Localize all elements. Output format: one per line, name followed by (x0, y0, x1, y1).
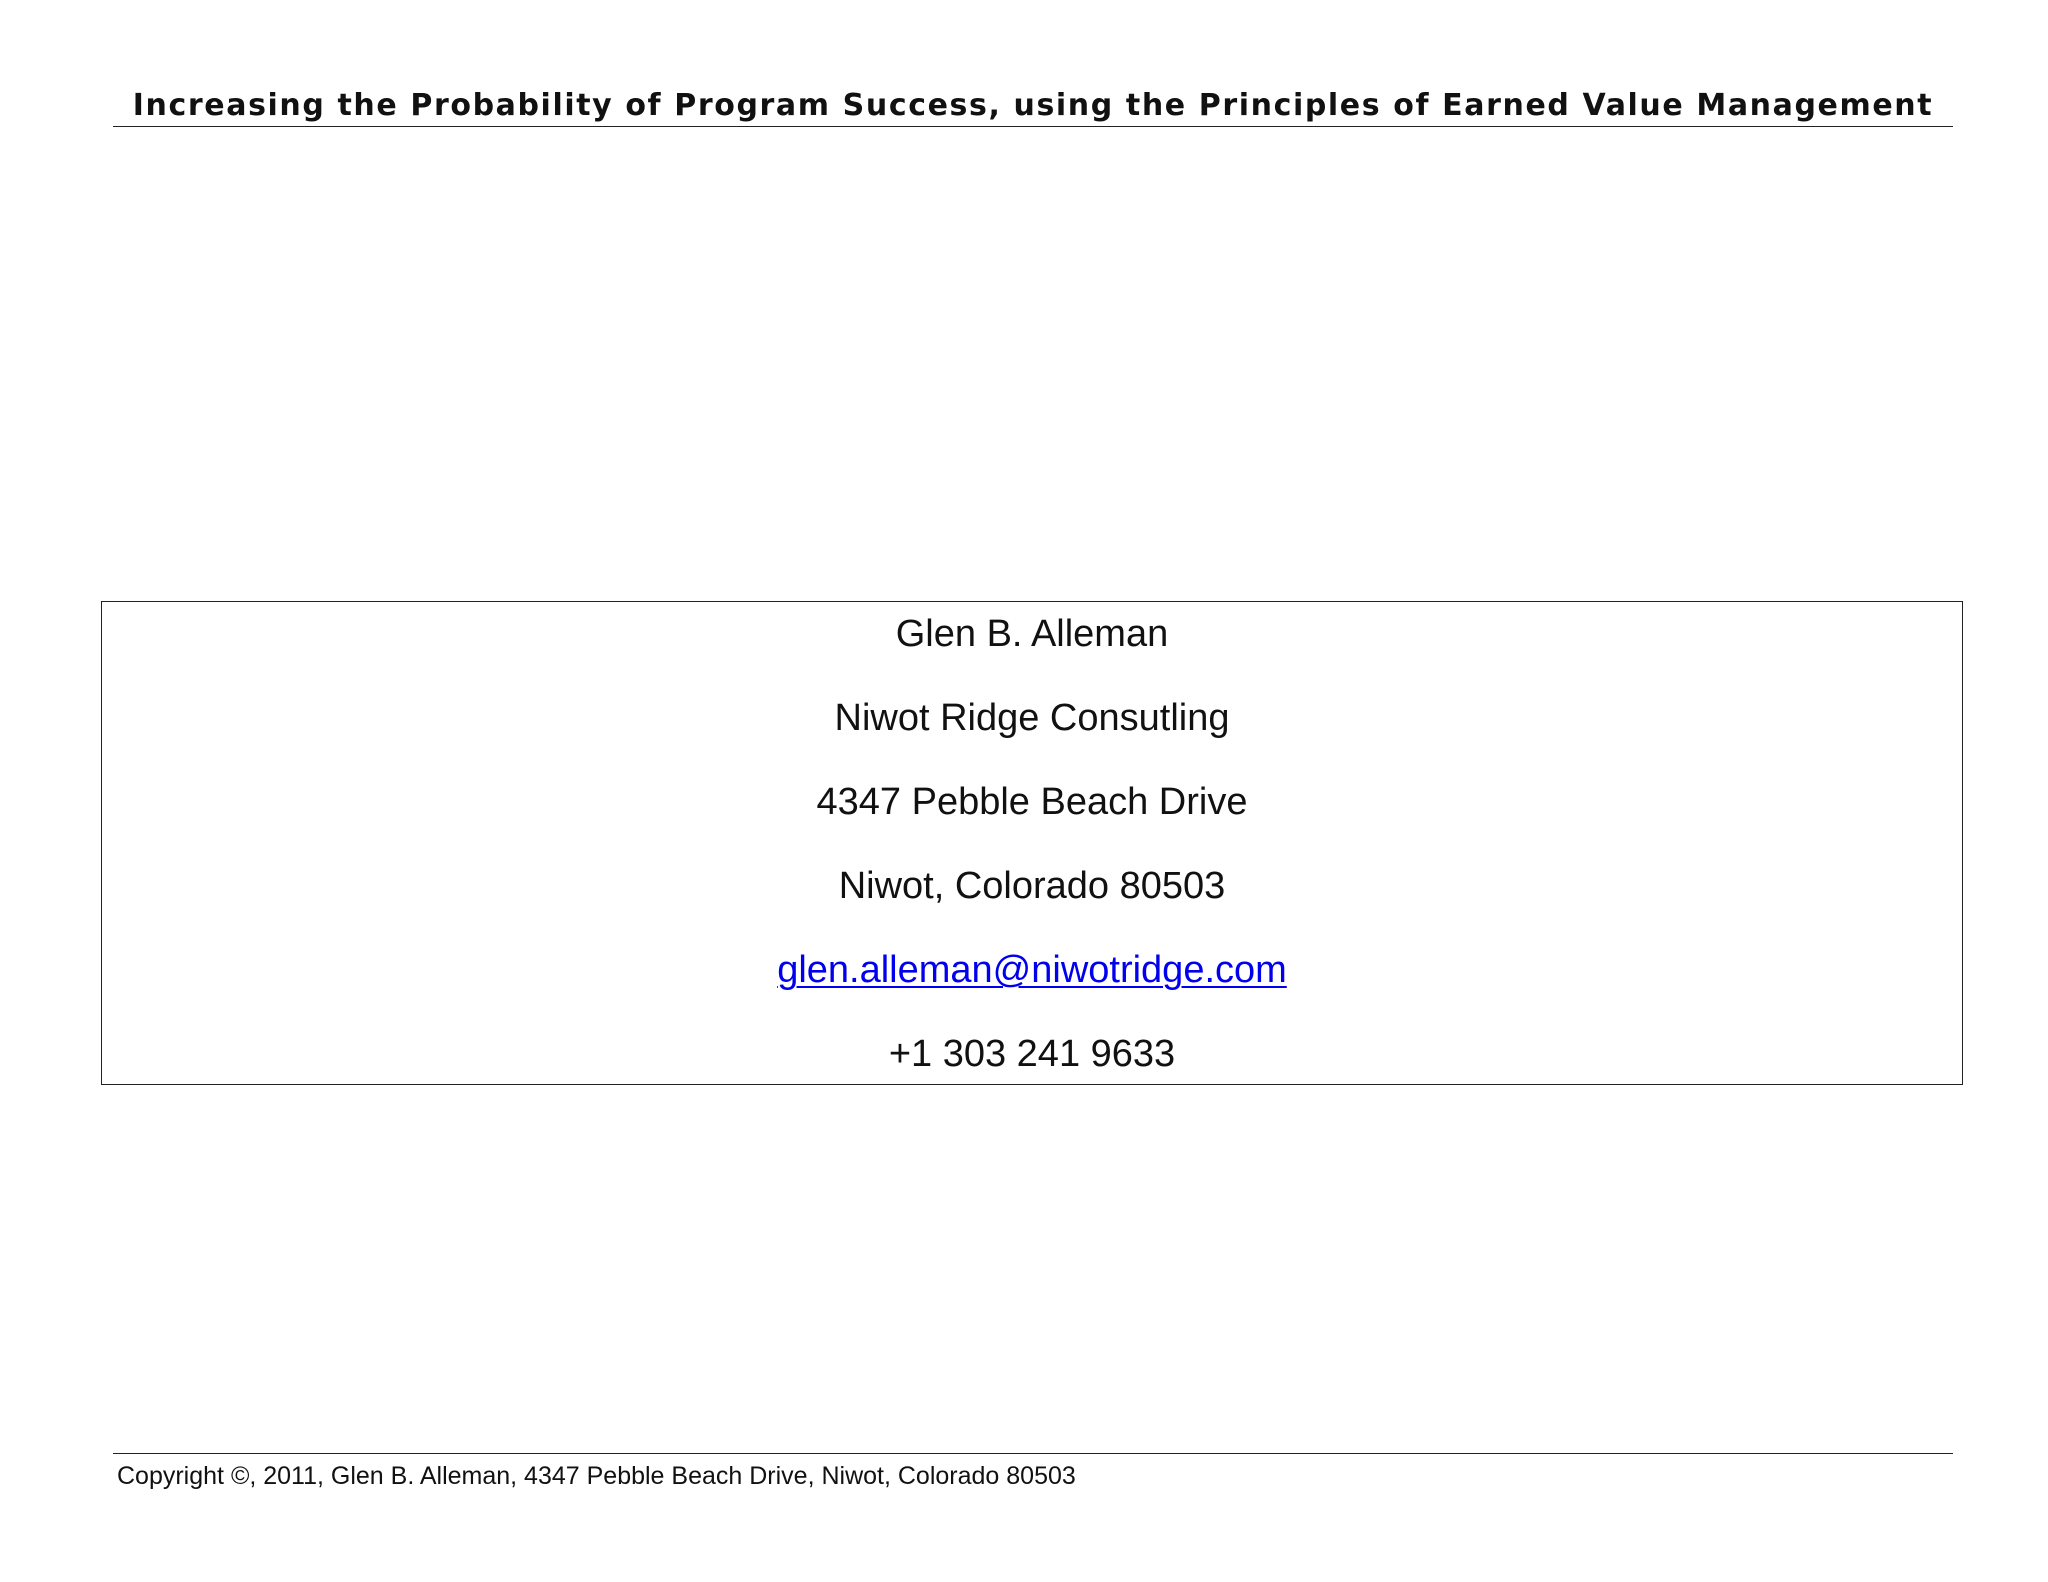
city-state-zip: Niwot, Colorado 80503 (838, 865, 1226, 907)
email-line (102, 948, 1962, 992)
contact-box (101, 601, 1963, 1085)
footer-copyright: Copyright ©, 2011, Glen B. Alleman, 4347 Pebble Beach Drive, Niwot, Colorado 80503 (117, 1462, 1076, 1490)
street-address: 4347 Pebble Beach Drive (816, 781, 1248, 823)
header-divider (113, 126, 1953, 127)
company-name: Niwot Ridge Consutling (834, 697, 1230, 739)
email-link[interactable]: glen.alleman@niwotridge.com (777, 949, 1287, 991)
phone-number: +1 303 241 9633 (888, 1033, 1176, 1075)
footer-divider (113, 1453, 1953, 1454)
author-name: Glen B. Alleman (895, 613, 1169, 655)
header-title: Increasing the Probability of Program Success, using the Principles of Earned Value Management (132, 88, 1934, 123)
